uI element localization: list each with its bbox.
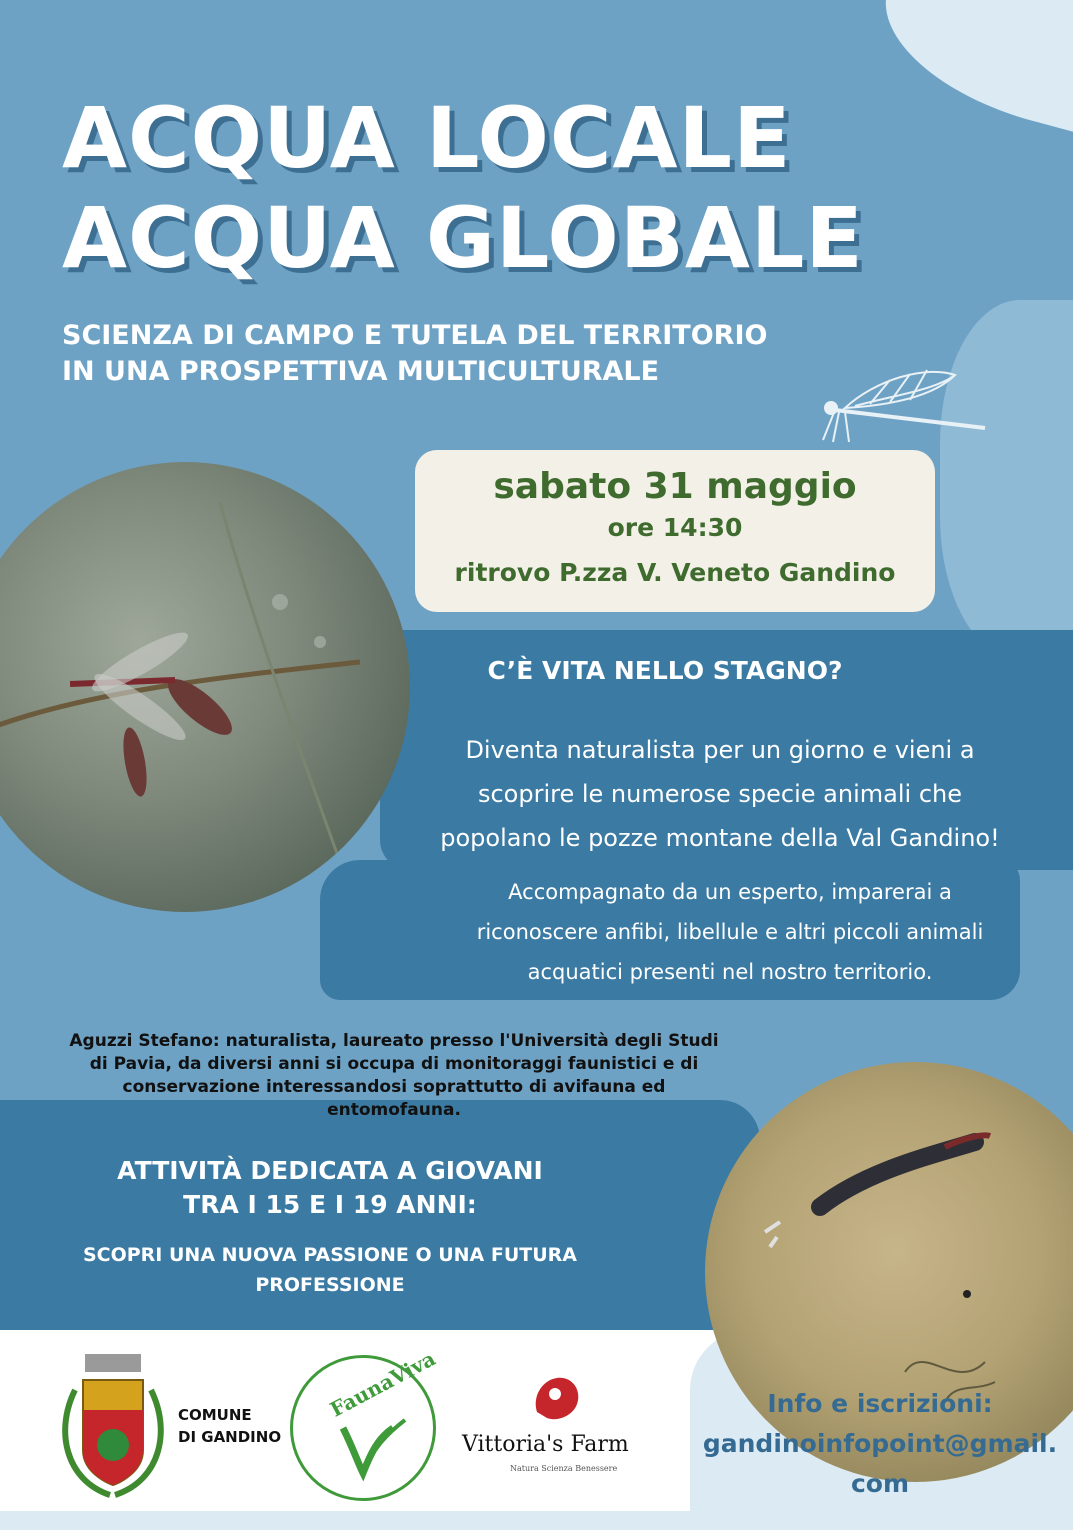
event-place: ritrovo P.zza V. Veneto Gandino bbox=[454, 558, 896, 587]
expert-line-3: acquatici presenti nel nostro territorio. bbox=[527, 960, 933, 984]
intro-line-1: Diventa naturalista per un giorno e vieni a bbox=[465, 736, 975, 764]
event-date-box bbox=[415, 450, 935, 612]
info-contact bbox=[690, 1384, 1070, 1504]
subtitle-line-1: SCIENZA DI CAMPO E TUTELA DEL TERRITORIO bbox=[62, 320, 768, 351]
expert-line-1: Accompagnato da un esperto, imparerai a bbox=[508, 880, 952, 904]
vittoria-farm-logo bbox=[527, 1372, 587, 1424]
tagline-line-2: PROFESSIONE bbox=[255, 1274, 405, 1296]
target-audience bbox=[60, 1154, 600, 1222]
section-question: C’È VITA NELLO STAGNO? bbox=[487, 656, 843, 685]
title-line-1: ACQUA LOCALE bbox=[62, 89, 792, 187]
intro-line-2: scoprire le numerose specie animali che bbox=[477, 780, 962, 808]
background-shape-right bbox=[940, 300, 1073, 660]
poster-title bbox=[62, 88, 864, 288]
comune-line-2: DI GANDINO bbox=[178, 1428, 282, 1446]
activity-tagline bbox=[30, 1240, 630, 1300]
poster-subtitle bbox=[62, 318, 767, 390]
info-email-line-1[interactable]: gandinoinfopoint@gmail. bbox=[702, 1429, 1058, 1458]
bio-line-2: di Pavia, da diversi anni si occupa di monitoraggi faunistici e di bbox=[89, 1054, 699, 1074]
intro-paragraph bbox=[380, 728, 1060, 860]
bio-line-3: conservazione interessandosi soprattutto di avifauna ed bbox=[122, 1077, 666, 1097]
event-time: ore 14:30 bbox=[607, 513, 743, 542]
comune-name bbox=[178, 1404, 281, 1448]
dragonfly-icon bbox=[815, 360, 995, 450]
vittoria-farm-name: Vittoria's Farm bbox=[462, 1432, 629, 1457]
intro-line-3: popolano le pozze montane della Val Gandino! bbox=[440, 824, 1000, 852]
info-label: Info e iscrizioni: bbox=[767, 1389, 993, 1418]
fauna-viva-text: FaunaViva bbox=[326, 1346, 440, 1422]
tagline-line-1: SCOPRI UNA NUOVA PASSIONE O UNA FUTURA bbox=[82, 1244, 578, 1266]
expert-bio bbox=[38, 1030, 750, 1122]
comune-crest-icon bbox=[55, 1350, 170, 1500]
audience-line-2: TRA I 15 E I 19 ANNI: bbox=[183, 1190, 477, 1219]
comune-line-1: COMUNE bbox=[178, 1406, 252, 1424]
bio-line-1: Aguzzi Stefano: naturalista, laureato presso l'Università degli Studi bbox=[69, 1031, 719, 1051]
info-email-line-2[interactable]: com bbox=[850, 1469, 910, 1498]
bio-line-4: entomofauna. bbox=[327, 1100, 461, 1120]
expert-paragraph bbox=[400, 872, 1060, 992]
vittoria-farm-tagline: Natura Scienza Benessere bbox=[510, 1464, 618, 1473]
subtitle-line-2: IN UNA PROSPETTIVA MULTICULTURALE bbox=[62, 356, 660, 387]
audience-line-1: ATTIVITÀ DEDICATA A GIOVANI bbox=[117, 1156, 543, 1185]
title-line-2: ACQUA GLOBALE bbox=[62, 189, 864, 287]
expert-line-2: riconoscere anfibi, libellule e altri piccoli animali bbox=[476, 920, 984, 944]
event-date: sabato 31 maggio bbox=[493, 466, 857, 507]
